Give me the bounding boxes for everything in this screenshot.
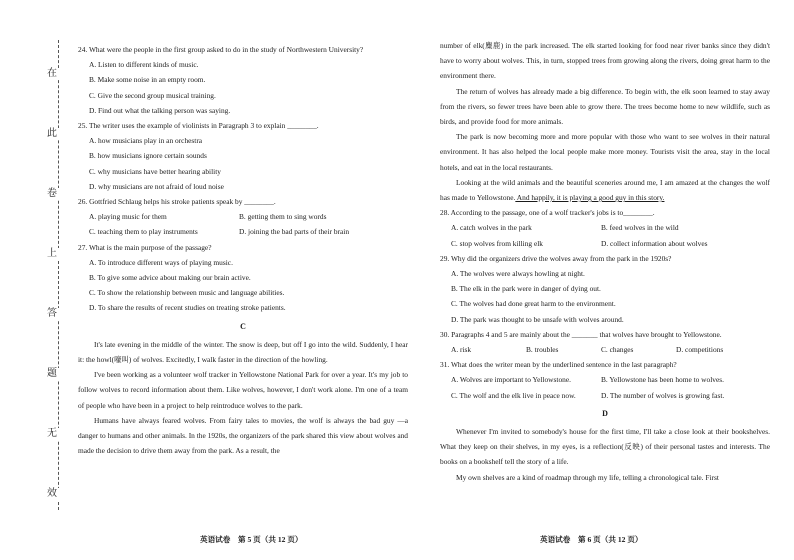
- option: A. The wolves were always howling at night.: [451, 269, 585, 279]
- option: D. joining the bad parts of their brain: [239, 227, 350, 237]
- question-30-stem: 30. Paragraphs 4 and 5 are mainly about the _______ that wolves have brought to Yellowstone.: [440, 329, 722, 339]
- option: C. To show the relationship between music and language abilities.: [89, 288, 285, 298]
- margin-char: 在: [47, 68, 57, 79]
- option: C. The wolf and the elk live in peace now.: [451, 390, 576, 400]
- question-25-stem: 25. The writer uses the example of violinists in Paragraph 3 to explain ________.: [78, 121, 319, 131]
- option-row: [89, 209, 408, 224]
- question-24-stem: 24. What were the people in the first group asked to do in the study of Northwestern University?: [78, 45, 364, 54]
- page-footer: 英语试卷 第 6 页（共 12 页）: [540, 535, 643, 544]
- passage-paragraph: The park is now becoming more and more popular with those who want to see wolves in their natural environment. It has also helped the local people make more money. Tourists visit the area, stay in the local hotels, and eat in the local restaurants.: [440, 132, 770, 172]
- option: A. To introduce different ways of playing music.: [89, 257, 233, 267]
- binding-margin: [0, 0, 70, 560]
- option: D. competitions: [676, 345, 724, 355]
- page-footer: 英语试卷 第 5 页（共 12 页）: [200, 535, 303, 544]
- passage-paragraph: The return of wolves has already made a big difference. To begin with, the elk soon learned to stay away from the rivers, so fewer trees have been able to grow there. The trees become home to new wildlife, such as birds, and provide food for more animals.: [440, 86, 770, 127]
- option: C. teaching them to play instruments: [89, 227, 198, 237]
- option-row: [89, 224, 408, 239]
- option: D. The park was thought to be unsafe with wolves around.: [451, 314, 624, 324]
- margin-char: 此: [47, 128, 57, 139]
- margin-char: 答: [47, 308, 57, 319]
- option: A. Listen to different kinds of music.: [89, 60, 199, 70]
- option: D. The number of wolves is growing fast.: [601, 390, 725, 400]
- section-heading: D: [602, 408, 608, 418]
- margin-char: 无: [47, 428, 57, 439]
- margin-char: 卷: [47, 188, 57, 199]
- option-row: [451, 372, 770, 387]
- passage-paragraph: My own shelves are a kind of roadmap through my life, telling a chronological tale. First: [456, 472, 719, 482]
- option: A. risk: [451, 345, 472, 355]
- option: B. Make some noise in an empty room.: [89, 75, 206, 85]
- passage-paragraph: I've been working as a volunteer wolf tracker in Yellowstone National Park for over a year. It's my job to follow wolves to record information about them. Like wolves, however, I don't work alone. I'm one of a team of people who have been in a project to help reintroduce wolves to the park.: [78, 370, 408, 410]
- option: A. playing music for them: [89, 212, 167, 222]
- margin-char: 上: [47, 248, 57, 259]
- margin-char: 效: [47, 488, 57, 499]
- passage-paragraph: Whenever I'm invited to somebody's house for the first time, I'll take a close look at their bookshelves. What they keep on their shelves, in my eyes, is a reflection(反映) of their personal tastes and interests. The books on a bookshelf tell the story of a life.: [440, 427, 770, 467]
- question-29-stem: 29. Why did the organizers drive the wolves away from the park in the 1920s?: [440, 253, 672, 263]
- option: A. catch wolves in the park: [451, 223, 532, 233]
- option-row: [451, 236, 770, 251]
- option: D. Find out what the talking person was saying.: [89, 105, 231, 115]
- option: D. To share the results of recent studies on treating stroke patients.: [89, 303, 286, 313]
- option: D. why musicians are not afraid of loud noise: [89, 181, 224, 191]
- question-28-stem: 28. According to the passage, one of a wolf tracker's jobs is to________.: [440, 208, 655, 218]
- option: C. stop wolves from killing elk: [451, 238, 543, 248]
- option: B. troubles: [526, 345, 559, 355]
- option: A. Wolves are important to Yellowstone.: [451, 375, 571, 385]
- option: C. changes: [601, 345, 634, 355]
- option-row: [451, 220, 770, 235]
- passage-paragraph: Humans have always feared wolves. From fairy tales to movies, the wolf is always the bad guy —a danger to humans and other animals. In the 1920s, the organizers of the park shared this view about wolves and made the decision to drive them away from the park. As a result, the: [78, 415, 408, 456]
- passage-last-paragraph: [440, 175, 770, 205]
- left-page: [78, 42, 408, 458]
- question-31-stem: 31. What does the writer mean by the underlined sentence in the last paragraph?: [440, 360, 677, 370]
- question-27-stem: 27. What is the main purpose of the passage?: [78, 242, 212, 252]
- margin-char: 题: [47, 368, 57, 379]
- option: B. Yellowstone has been home to wolves.: [601, 375, 724, 385]
- option: C. why musicians have better hearing ability: [89, 166, 221, 176]
- option: B. To give some advice about making our brain active.: [89, 273, 251, 283]
- paragraph-text: Looking at the wild animals and the beautiful sceneries around me, I am amazed at the changes the wolf has made to Yellowstone.: [440, 177, 770, 203]
- option: C. Give the second group musical training.: [89, 90, 216, 100]
- section-heading: C: [240, 321, 246, 331]
- right-page: [440, 38, 770, 485]
- question-26-stem: 26. Gottfried Schlaug helps his stroke patients speak by ________.: [78, 197, 276, 207]
- passage-paragraph: It's late evening in the middle of the winter. The snow is deep, but off I go into the wild. Suddenly, I hear it: the howl(嚎叫) of wolves. Excitedly, I walk faster in the direction of the howling.: [78, 339, 408, 365]
- option: B. how musicians ignore certain sounds: [89, 151, 207, 161]
- option: B. The elk in the park were in danger of dying out.: [451, 284, 601, 294]
- option: B. getting them to sing words: [239, 212, 327, 222]
- option-row: [451, 388, 770, 403]
- option: D. collect information about wolves: [601, 238, 708, 248]
- underlined-sentence: And happily, it is playing a good guy in this story.: [515, 193, 665, 203]
- option: B. feed wolves in the wild: [601, 223, 679, 233]
- option: C. The wolves had done great harm to the environment.: [451, 299, 616, 309]
- option: A. how musicians play in an orchestra: [89, 136, 203, 146]
- passage-paragraph: number of elk(麋鹿) in the park increased. The elk started looking for food near river banks since they didn't have to worry about wolves. This, in turn, stopped trees from growing along the rivers, doing great harm to the environment there.: [440, 41, 770, 81]
- option-row: [451, 342, 770, 357]
